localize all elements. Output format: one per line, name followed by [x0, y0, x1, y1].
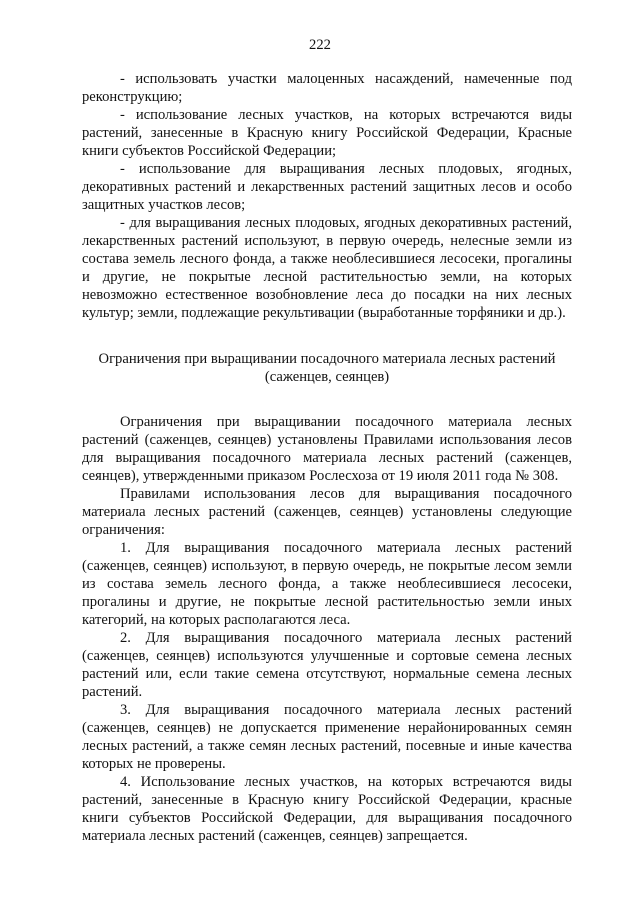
- bullet-item: - использовать участки малоценных насаждений, намеченные под реконструкцию;: [82, 71, 572, 105]
- page-number: 222: [309, 37, 331, 53]
- heading-spacer: [82, 386, 572, 413]
- bullet-item: - использование для выращивания лесных плодовых, ягодных, декоративных растений и лекарственных растений защитных лесов и особо защитных участков лесов;: [82, 161, 572, 213]
- bullet-item: - использование лесных участков, на которых встречаются виды растений, занесенные в Красную книгу Российской Федерации, Красные книги субъектов Российской Федерации;: [82, 107, 572, 159]
- numbered-item: 1. Для выращивания посадочного материала лесных растений (саженцев, сеянцев) используют, в первую очередь, не покрытые лесом земли из состава земель лесного фонда, а также необлесившиеся лесосеки, прогалины и другие, не покрытые лесной растительностью земли иных категорий, на которых располагаются леса.: [82, 540, 572, 628]
- paragraph: Правилами использования лесов для выращивания посадочного материала лесных растений (саженцев, сеянцев) установлены следующие ограничения:: [82, 486, 572, 538]
- numbered-item: 4. Использование лесных участков, на которых встречаются виды растений, занесенные в Красную книгу Российской Федерации, красные книги субъектов Российской Федерации, для выращивания посадочного материала лесных растений (саженцев, сеянцев) запрещается.: [82, 774, 572, 844]
- bullet-item: - для выращивания лесных плодовых, ягодных декоративных растений, лекарственных растений используют, в первую очередь, нелесные земли из состава земель лесного фонда, а также необлесившиеся лесосеки, прогалины и другие, не покрытые лесной растительностью земли, на которых невозможно естественное возобновление леса до посадки на них лесных культур; земли, подлежащие рекультивации (выработанные торфяники и др.).: [82, 215, 572, 321]
- numbered-item: 2. Для выращивания посадочного материала лесных растений (саженцев, сеянцев) используются улучшенные и сортовые семена лесных растений или, если такие семена отсутствуют, нормальные семена лесных растений.: [82, 630, 572, 700]
- paragraph: Ограничения при выращивании посадочного материала лесных растений (саженцев, сеянцев) установлены Правилами использования лесов для выращивания посадочного материала лесных растений (саженцев, сеянцев), утвержденными приказом Рослесхоза от 19 июля 2011 года № 308.: [82, 414, 572, 484]
- numbered-item: 3. Для выращивания посадочного материала лесных растений (саженцев, сеянцев) не допускается применение нерайонированных семян лесных растений, а также семян лесных растений, посевные и иные качества которых не проверены.: [82, 702, 572, 772]
- section-heading: Ограничения при выращивании посадочного материала лесных растений (саженцев, сеянцев): [98, 351, 556, 385]
- document-body: [82, 70, 572, 845]
